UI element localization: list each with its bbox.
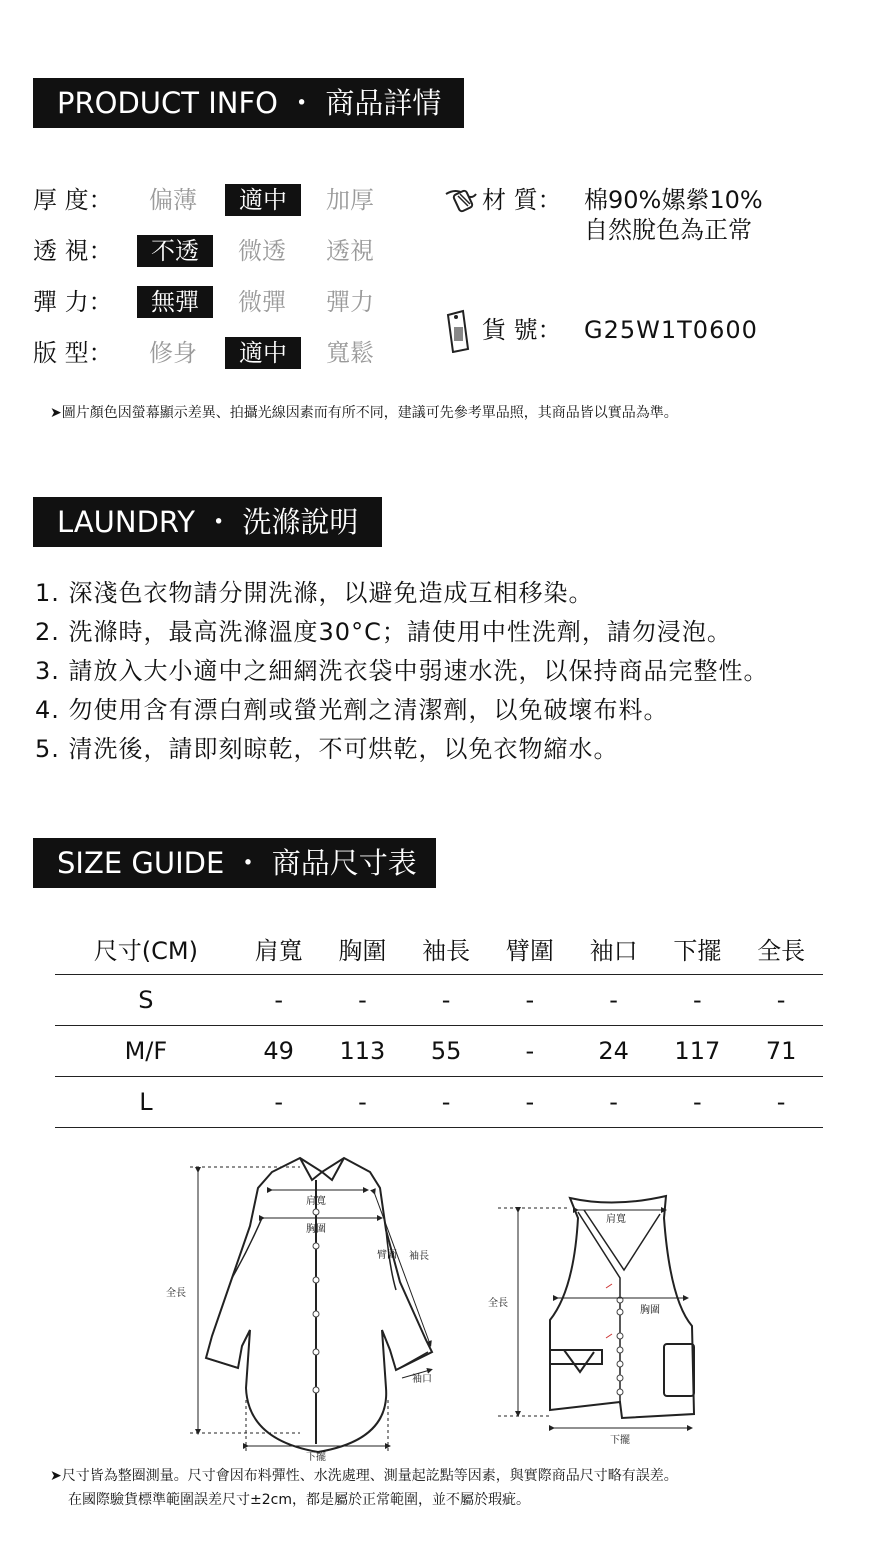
vest-shoulder-label: 肩寬 [606,1214,626,1225]
attr-label: 版 型： [33,339,113,367]
table-cell: - [488,1077,572,1128]
table-cell: 55 [404,1026,488,1077]
shirt-shoulder-label: 肩寬 [306,1196,326,1207]
shirt-cuff-label: 袖口 [412,1374,432,1385]
product-info-heading: PRODUCT INFO ・ 商品詳情 [33,78,464,128]
attr-option: 修身 [149,339,197,367]
table-cell: - [739,1077,823,1128]
attr-label: 彈 力： [33,288,113,316]
sku-label: 貨 號： [482,316,562,344]
col-header: 下擺 [655,923,739,975]
shirt-sleeve-label: 袖長 [409,1251,429,1262]
vest-hem-label: 下擺 [610,1435,630,1446]
laundry-heading: LAUNDRY ・ 洗滌說明 [33,497,382,547]
laundry-item: 4. 勿使用含有漂白劑或螢光劑之清潔劑，以免破壞布料。 [35,696,669,724]
table-cell: - [321,975,405,1026]
laundry-item: 1. 深淺色衣物請分開洗滌，以避免造成互相移染。 [35,579,594,607]
attr-option: 微彈 [238,288,286,316]
table-cell: - [404,975,488,1026]
material-label: 材 質： [482,186,562,214]
table-cell: M/F [55,1026,237,1077]
table-cell: - [572,1077,656,1128]
table-cell: L [55,1077,237,1128]
size-note-2: 在國際驗貨標準範圍誤差尺寸±2cm，都是屬於正常範圍，並不屬於瑕疵。 [68,1492,530,1508]
table-cell: - [488,975,572,1026]
attr-option: 加厚 [326,186,374,214]
attr-label: 厚 度： [33,186,113,214]
laundry-item: 5. 清洗後，請即刻晾乾，不可烘乾，以免衣物縮水。 [35,735,619,763]
vest-length-label: 全長 [488,1298,508,1309]
table-cell: - [488,1026,572,1077]
table-cell: - [237,1077,321,1128]
table-cell: - [739,975,823,1026]
shirt-measure-lines [190,1167,430,1452]
col-header: 袖長 [404,923,488,975]
attr-option-selected: 不透 [137,235,213,267]
table-cell: - [237,975,321,1026]
table-cell: - [655,1077,739,1128]
size-guide-heading: SIZE GUIDE ・ 商品尺寸表 [33,838,436,888]
attr-option-selected: 無彈 [137,286,213,318]
shirt-chest-label: 胸圍 [306,1224,326,1235]
attr-option-selected: 適中 [225,184,301,216]
sku-value: G25W1T0600 [584,316,758,344]
col-header: 袖口 [572,923,656,975]
table-cell: - [572,975,656,1026]
shirt-arm-label: 臂圍 [377,1250,397,1261]
col-header: 尺寸(CM) [55,923,237,975]
attr-option: 寬鬆 [326,339,374,367]
size-note-1: ➤尺寸皆為整圈測量。尺寸會因布料彈性、水洗處理、測量起訖點等因素，與實際商品尺寸略有誤差。 [50,1468,678,1484]
table-cell: - [321,1077,405,1128]
table-cell: 71 [739,1026,823,1077]
vest-chest-label: 胸圍 [640,1305,660,1316]
table-cell: 49 [237,1026,321,1077]
table-cell: 24 [572,1026,656,1077]
col-header: 肩寬 [237,923,321,975]
color-disclaimer: ➤圖片顏色因螢幕顯示差異、拍攝光線因素而有所不同，建議可先參考單品照，其商品皆以實品為準。 [50,405,678,421]
material-note: 自然脫色為正常 [584,216,752,244]
shirt-hem-label: 下擺 [306,1452,326,1463]
material-value: 棉90%嫘縈10% [584,186,763,214]
laundry-item: 2. 洗滌時，最高洗滌溫度30°C；請使用中性洗劑，請勿浸泡。 [35,618,732,646]
attr-option: 偏薄 [149,186,197,214]
attr-option: 透視 [326,237,374,265]
attr-label: 透 視： [33,237,113,265]
laundry-item: 3. 請放入大小適中之細網洗衣袋中弱速水洗，以保持商品完整性。 [35,657,769,685]
attr-option: 微透 [238,237,286,265]
attr-option-selected: 適中 [225,337,301,369]
col-header: 臂圍 [488,923,572,975]
col-header: 胸圍 [321,923,405,975]
table-cell: 113 [321,1026,405,1077]
vest-diagram [550,1196,694,1418]
table-cell: 117 [655,1026,739,1077]
table-cell: - [404,1077,488,1128]
table-cell: - [655,975,739,1026]
vest-measure-lines [498,1208,690,1428]
table-cell: S [55,975,237,1026]
shirt-length-label: 全長 [166,1288,186,1299]
attr-option: 彈力 [326,288,374,316]
col-header: 全長 [739,923,823,975]
